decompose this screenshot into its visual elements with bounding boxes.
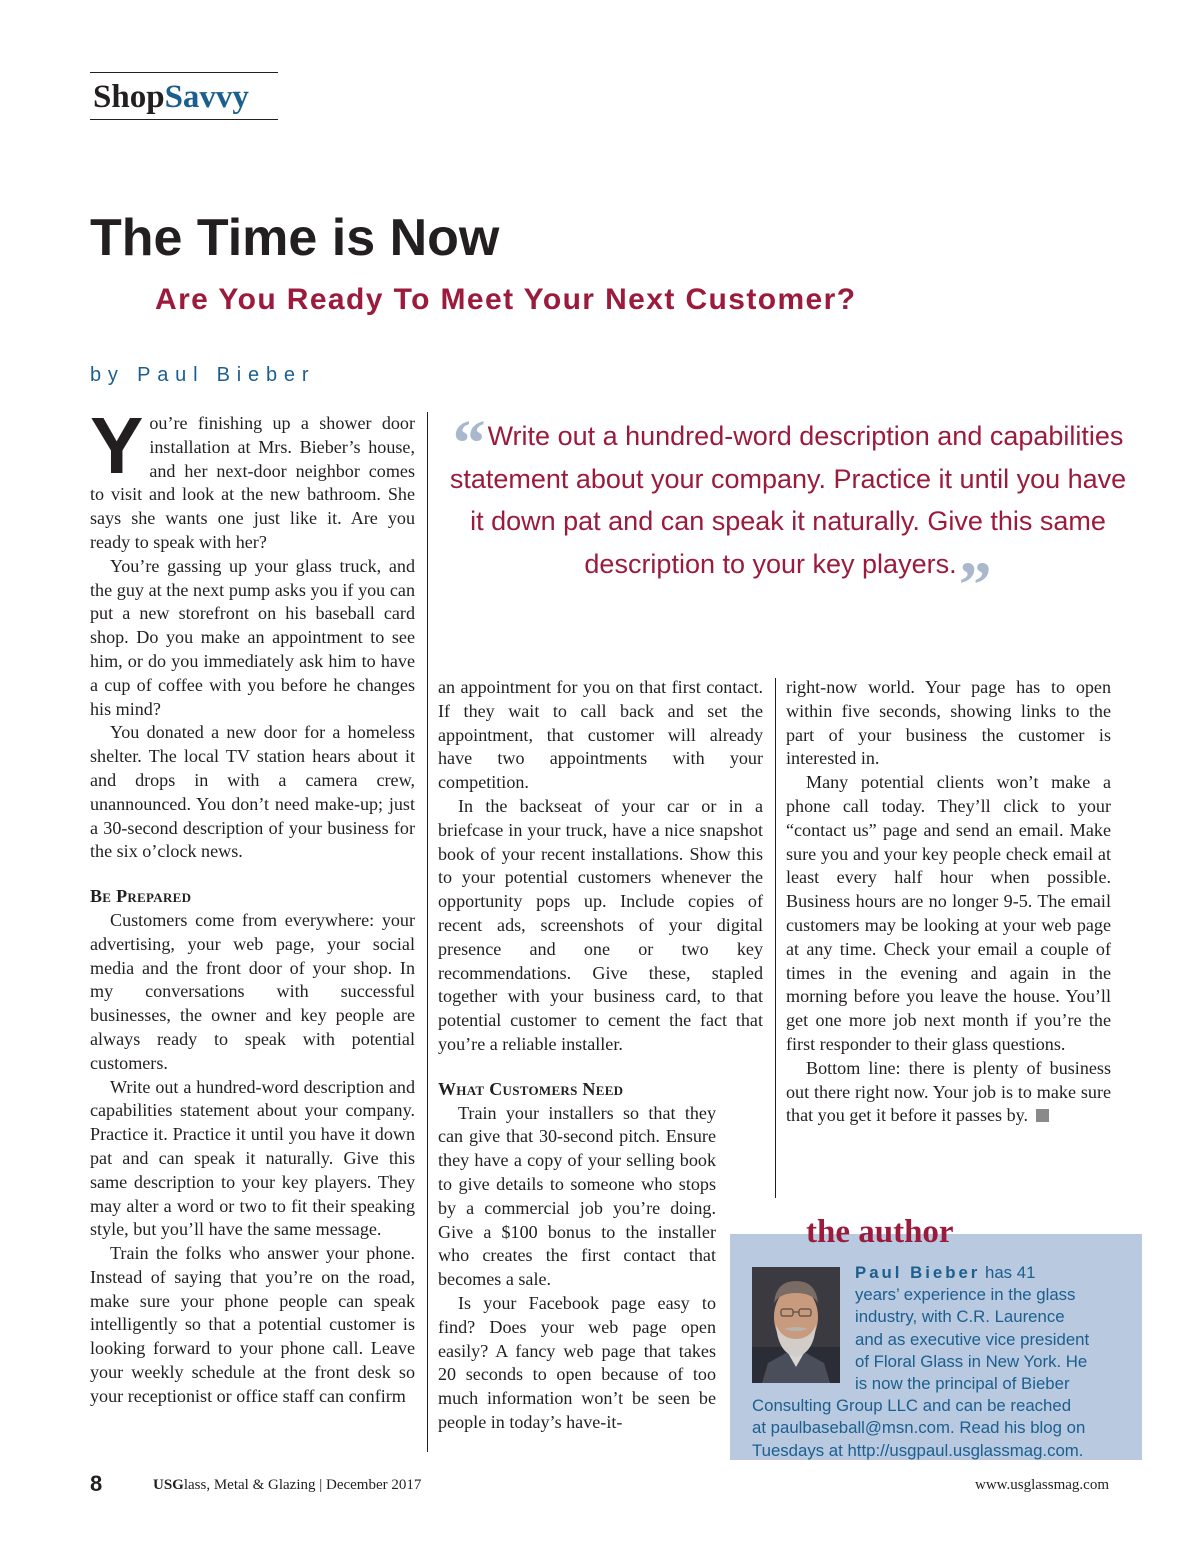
article-paragraph: Is your Facebook page easy to find? Does your web page open easily? A fancy web page that takes 20 seconds to open because of too much information won’t be seen be people in today’s have-it- [438, 1292, 716, 1432]
article-paragraph: Customers come from everywhere: your advertising, your web page, your social media and the front door of your shop. In my conversations with successful businesses, the owner and key people are always ready to speak with potential customers. [90, 909, 415, 1073]
author-bio [752, 1262, 1142, 1462]
article-paragraph: right-now world. Your page has to open within five seconds, showing links to the part of your business the customer is interested in. [786, 677, 1111, 769]
closing-text: Bottom line: there is plenty of business out there right now. Your job is to make sure that you get it before it passes by. [786, 1057, 1111, 1126]
footer-separator: | [319, 1477, 323, 1493]
article-paragraph [90, 401, 415, 555]
author-bio-line: industry, with C.R. Laurence [855, 1307, 1065, 1327]
author-name: Paul Bieber [855, 1263, 981, 1282]
author-bio-line: Consulting Group LLC and can be reached [752, 1396, 1072, 1416]
article-column-1 [90, 401, 415, 1409]
publication-name-rest: lass, Metal & Glazing [183, 1477, 316, 1493]
author-bio-line: of Floral Glass in New York. He [855, 1351, 1088, 1371]
byline: by Paul Bieber [90, 364, 316, 386]
open-quote-icon: “ [452, 407, 486, 480]
article-paragraph: You donated a new door for a homeless shelter. The local TV station hears about it and drops in with a camera crew, unannounced. You don’t need make-up; just a 30-second description of your business for the six o’clock news. [90, 722, 415, 862]
publication-info [153, 1474, 421, 1496]
column-divider [427, 412, 428, 1452]
intro-text: ou’re finishing up a shower door installation at Mrs. Bieber’s house, and her next-door neighbor comes to visit and look at the new bathroom. She says she wants one just like it. Are you ready to speak with her? [90, 413, 415, 552]
author-bio-line: is now the principal of Bieber [855, 1374, 1070, 1394]
column-divider [775, 678, 776, 1198]
subheadline: Are You Ready To Meet Your Next Customer? [155, 283, 857, 316]
section-header-savvy: Savvy [164, 79, 249, 115]
end-of-article-icon [1036, 1109, 1049, 1122]
author-bio-line: Tuesdays at http://usgpaul.usglassmag.com. [752, 1440, 1084, 1460]
author-bio-line: and as executive vice president [855, 1329, 1090, 1349]
article-paragraph: Train the folks who answer your phone. Instead of saying that you’re on the road, make sure your phone people can speak intelligently so that a potential customer is looking forward to your phone call. Leave your weekly schedule at the front desk so your receptionist or office staff can confirm [90, 1243, 415, 1406]
article-column-2 [438, 676, 763, 1435]
article-column-3 [786, 676, 1111, 1128]
website-url: www.usglassmag.com [975, 1477, 1110, 1493]
section-header-shop: Shop [93, 79, 165, 115]
section-header [90, 72, 278, 120]
headline: The Time is Now [90, 209, 500, 267]
article-paragraph: an appointment for you on that first contact. If they wait to call back and set the appointment, that customer will already have two appointments with your competition. [438, 677, 763, 793]
page-number: 8 [90, 1471, 103, 1496]
section-heading-be-prepared: Be Prepared [90, 886, 192, 907]
pull-quote [448, 407, 1128, 622]
pull-quote-text: Write out a hundred-word description and capabilities statement about your company. Practice it until you have it down pat and can speak it naturally. Give this same description to your key players. [449, 421, 1127, 579]
section-heading-what-customers-need: What Customers Need [438, 1078, 624, 1099]
article-paragraph: In the backseat of your car or in a briefcase in your truck, have a nice snapshot book of your recent installations. Show this to your potential customers whenever the opportunity pops up. Include copies of recent ads, screenshots of your digital presence and one or two key recommendations. Give these, stapled together with your business card, to that potential customer to cement the fact that you’re a reliable installer. [438, 795, 763, 1054]
author-bio-line: at paulbaseball@msn.com. Read his blog on [752, 1418, 1086, 1438]
author-bio-line: years’ experience in the glass [855, 1285, 1076, 1305]
article-paragraph: Train your installers so that they can give that 30-second pitch. Ensure they have a copy of your selling book to give details to someone who stops by a commercial job you’re doing. Give a $100 bonus to the installer who creates the first contact that becomes a sale. [438, 1102, 716, 1290]
article-paragraph: Many potential clients won’t make a phone call today. They’ll click to your “contact us” page and send an email. Make sure you and your key people check email at least every half hour when possible. Business hours are no longer 9-5. The email customers may be looking at your web page at any time. Check your email a couple of times in the evening and again in the morning before you leave the house. You’ll get one more job next month if you’re the first responder to their glass questions. [786, 772, 1111, 1054]
article-paragraph: You’re gassing up your glass truck, and the guy at the next pump asks you if you can put a new storefront on his baseball card shop. Do you make an appointment to see him, or do you immediately ask him to have a cup of coffee with you before he changes his mind? [90, 555, 415, 719]
article-paragraph: Write out a hundred-word description and capabilities statement about your company. Practice it. Practice it until you have it down pat and can speak it naturally. Give this same description to your key players. They may alter a word or two to fit their speaking style, but you’ll have the same message. [90, 1076, 415, 1240]
author-heading: the author [806, 1214, 954, 1250]
issue-date: December 2017 [326, 1477, 422, 1493]
article-paragraph [786, 1057, 1111, 1128]
author-bio-line: has 41 [985, 1263, 1036, 1282]
close-quote-icon: ” [958, 548, 992, 622]
drop-cap: Y [90, 401, 144, 490]
publication-name-bold: USG [153, 1477, 184, 1493]
